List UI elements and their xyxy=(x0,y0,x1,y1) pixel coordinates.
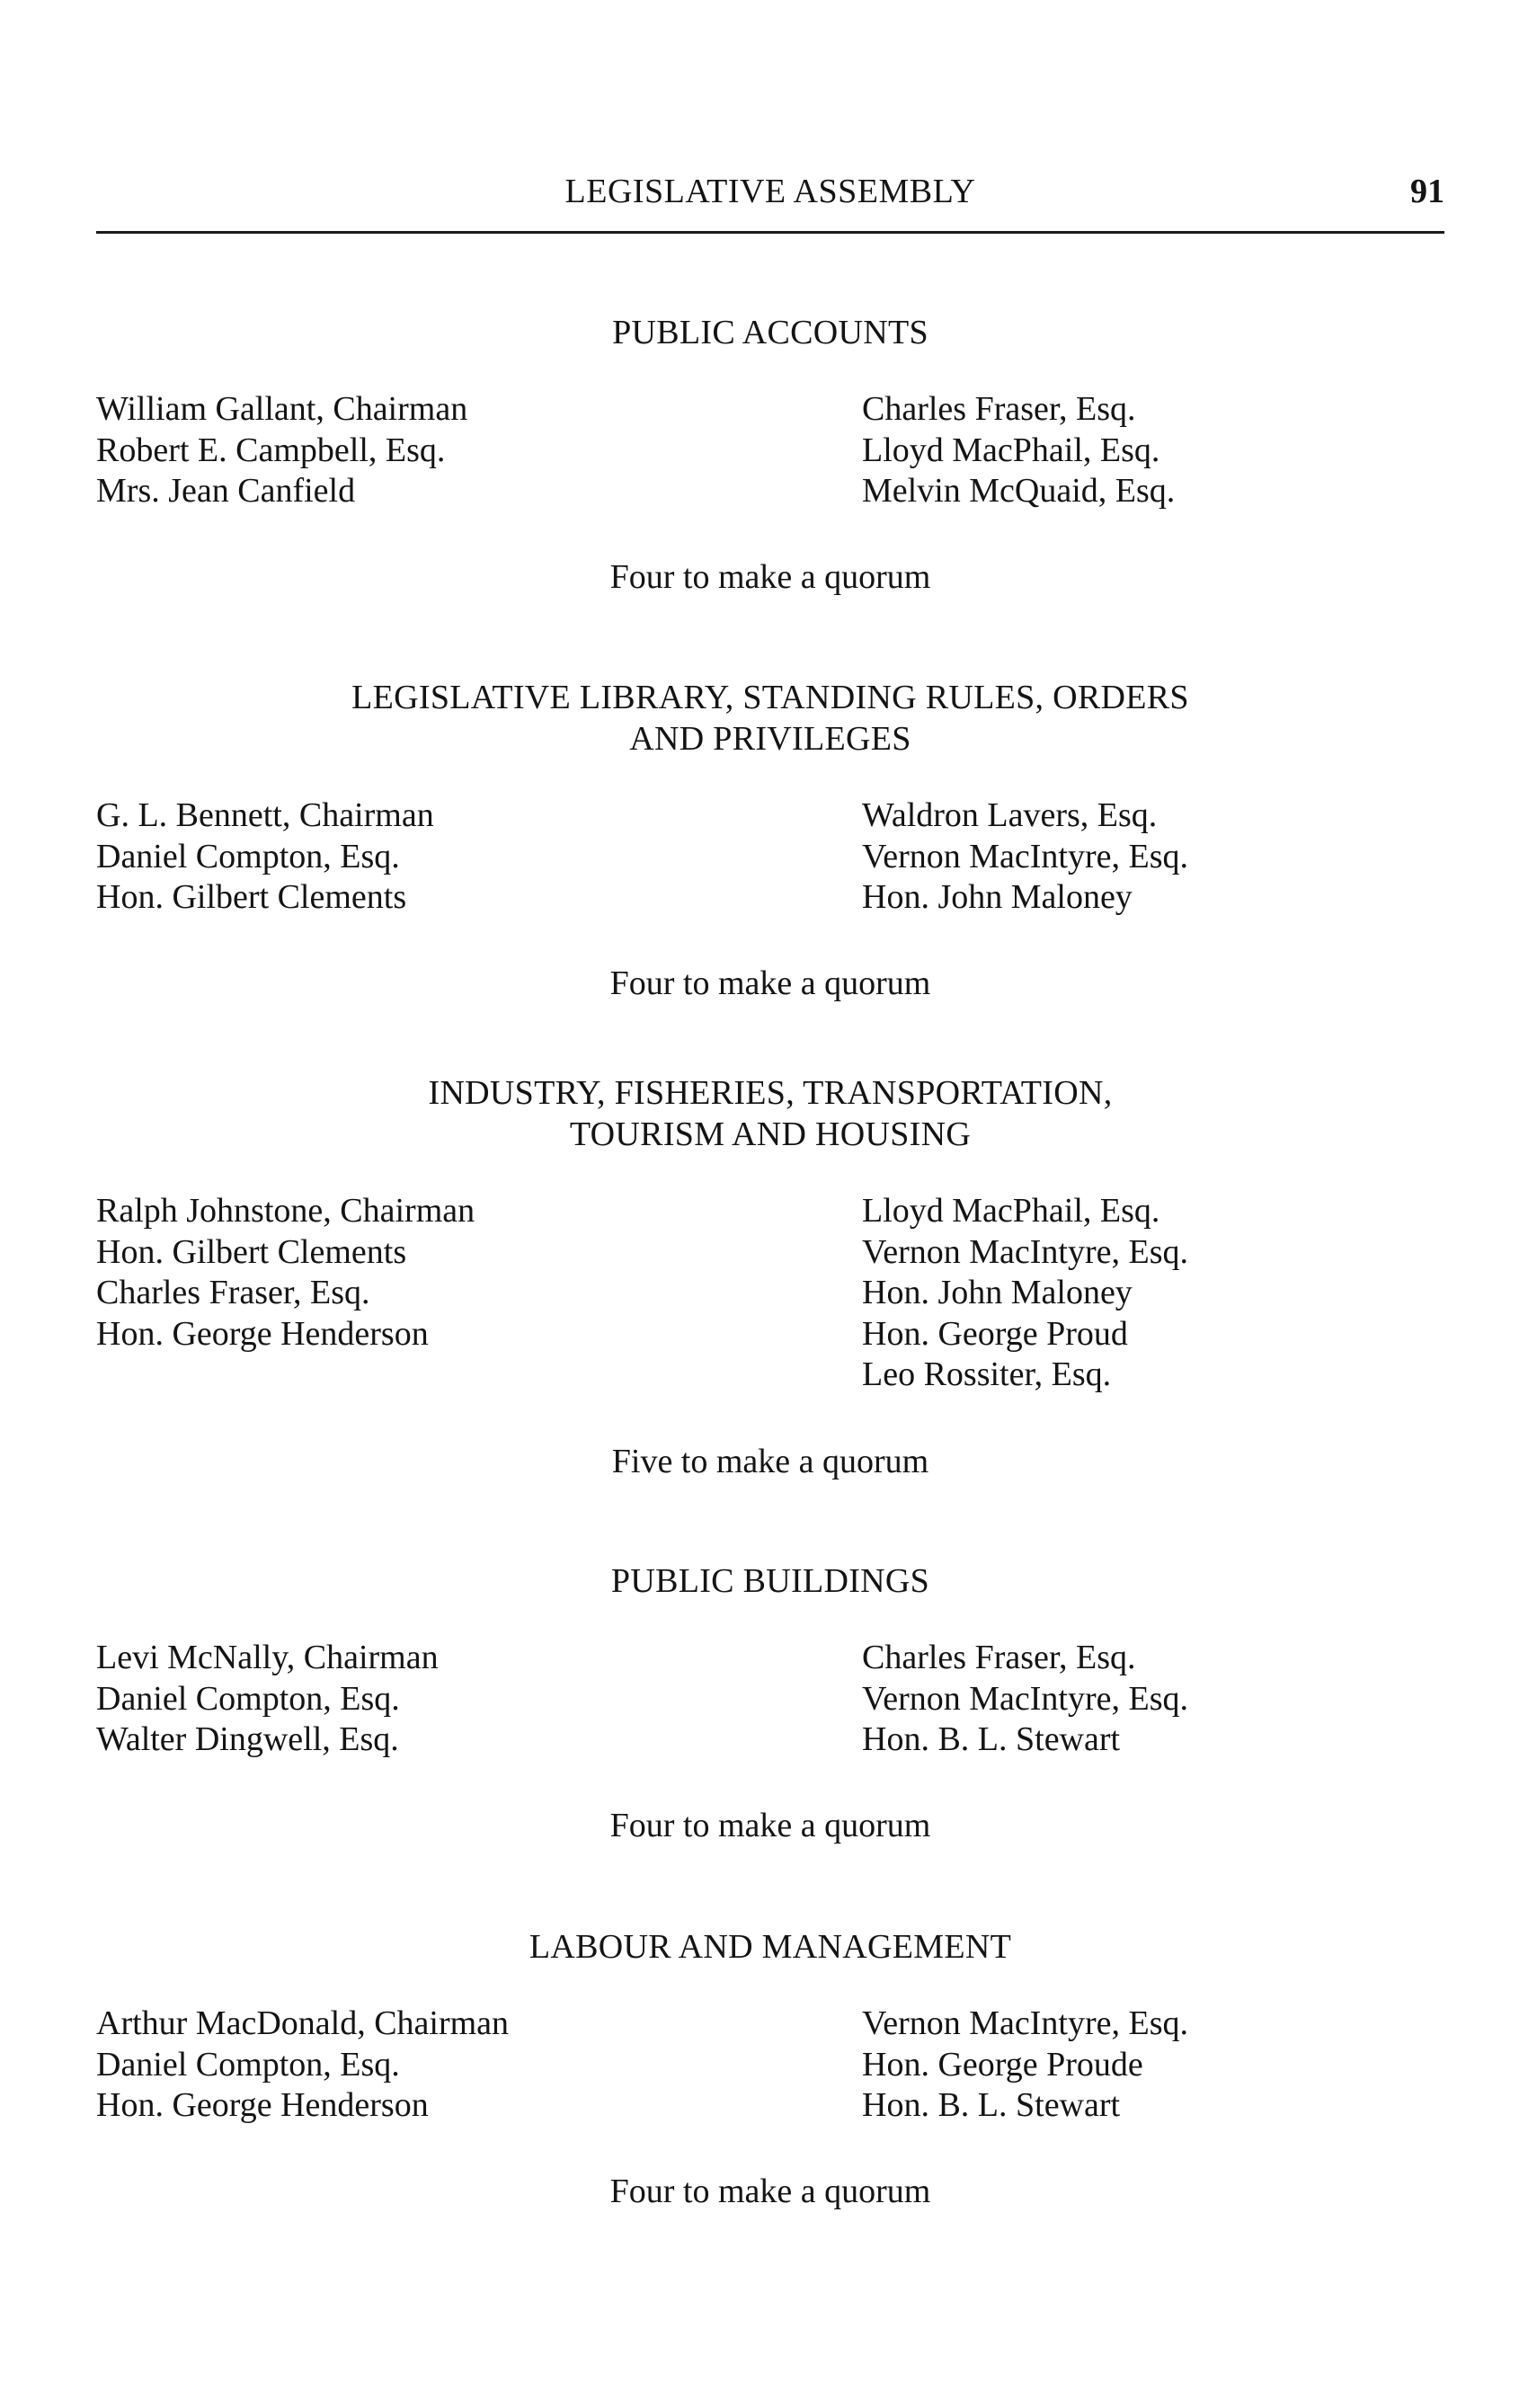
member-name: Vernon MacIntyre, Esq. xyxy=(862,1232,1189,1271)
committee-legislative-library xyxy=(96,677,1444,1002)
quorum-note: Four to make a quorum xyxy=(609,2173,931,2210)
member-name: Lloyd MacPhail, Esq. xyxy=(862,1192,1160,1230)
committee-title: PUBLIC ACCOUNTS xyxy=(612,314,928,351)
member-column-right xyxy=(862,1638,1188,1761)
member-column-right xyxy=(862,795,1188,919)
header-rule xyxy=(96,231,1444,234)
member-name: Leo Rossiter, Esq. xyxy=(862,1355,1112,1393)
member-name: Hon. Gilbert Clements xyxy=(96,878,407,916)
quorum-note: Five to make a quorum xyxy=(611,1443,929,1480)
member-name: Mrs. Jean Canfield xyxy=(96,472,356,510)
member-column-left xyxy=(96,1191,475,1355)
member-name: Vernon MacIntyre, Esq. xyxy=(862,2004,1189,2042)
member-column-left xyxy=(96,795,434,919)
member-columns xyxy=(96,2004,1444,2127)
member-name: Hon. Gilbert Clements xyxy=(96,1232,407,1271)
member-name: Charles Fraser, Esq. xyxy=(96,1274,370,1311)
quorum-note: Four to make a quorum xyxy=(609,1807,931,1844)
member-column-left xyxy=(96,1638,439,1761)
committee-title: PUBLIC BUILDINGS xyxy=(610,1562,930,1600)
member-name: Melvin McQuaid, Esq. xyxy=(862,472,1176,510)
member-name: Hon. George Proud xyxy=(862,1314,1128,1353)
page-number: 91 xyxy=(1410,173,1444,210)
member-name: Daniel Compton, Esq. xyxy=(96,2045,400,2084)
member-name: Lloyd MacPhail, Esq. xyxy=(862,431,1160,469)
running-title: LEGISLATIVE ASSEMBLY xyxy=(564,173,976,210)
member-name: Vernon MacIntyre, Esq. xyxy=(862,1679,1189,1718)
member-columns xyxy=(96,1191,1444,1396)
member-column-left xyxy=(96,389,467,512)
member-name: Hon. George Henderson xyxy=(96,1314,429,1353)
member-name: William Gallant, Chairman xyxy=(96,390,468,428)
member-name: Hon. John Maloney xyxy=(862,1274,1133,1311)
quorum-note: Four to make a quorum xyxy=(609,558,931,596)
member-name: Daniel Compton, Esq. xyxy=(96,837,400,875)
committee-public-accounts xyxy=(96,312,1444,596)
committee-industry-fisheries xyxy=(96,1072,1444,1480)
member-columns xyxy=(96,1638,1444,1761)
member-column-right xyxy=(862,1191,1188,1396)
member-name: Charles Fraser, Esq. xyxy=(862,1639,1136,1676)
member-column-right xyxy=(862,389,1175,512)
member-name: Hon. George Proude xyxy=(862,2045,1143,2084)
member-name: Walter Dingwell, Esq. xyxy=(96,1720,399,1758)
member-name: Daniel Compton, Esq. xyxy=(96,1679,400,1718)
committee-title: LEGISLATIVE LIBRARY, STANDING RULES, ORDERS AND PRIVILEGES xyxy=(351,679,1189,758)
committee-labour-management xyxy=(96,1926,1444,2210)
committee-public-buildings xyxy=(96,1560,1444,1844)
member-name: Levi McNally, Chairman xyxy=(96,1639,439,1676)
member-name: Vernon MacIntyre, Esq. xyxy=(862,837,1189,875)
running-head xyxy=(96,169,1444,214)
member-name: Robert E. Campbell, Esq. xyxy=(96,431,446,469)
quorum-note: Four to make a quorum xyxy=(609,964,931,1002)
member-column-left xyxy=(96,2004,509,2127)
member-name: Charles Fraser, Esq. xyxy=(862,390,1136,428)
member-name: Ralph Johnstone, Chairman xyxy=(96,1192,475,1230)
member-columns xyxy=(96,389,1444,512)
member-columns xyxy=(96,795,1444,919)
member-name: Hon. B. L. Stewart xyxy=(862,1720,1121,1758)
member-name: G. L. Bennett, Chairman xyxy=(96,796,434,834)
member-name: Hon. George Henderson xyxy=(96,2086,429,2124)
committee-title: INDUSTRY, FISHERIES, TRANSPORTATION, TOURISM AND HOUSING xyxy=(428,1074,1113,1153)
member-name: Hon. B. L. Stewart xyxy=(862,2086,1121,2124)
committee-title: LABOUR AND MANAGEMENT xyxy=(529,1928,1012,1966)
member-name: Hon. John Maloney xyxy=(862,878,1133,916)
member-name: Arthur MacDonald, Chairman xyxy=(96,2004,510,2042)
member-name: Waldron Lavers, Esq. xyxy=(862,796,1158,834)
member-column-right xyxy=(862,2004,1188,2127)
